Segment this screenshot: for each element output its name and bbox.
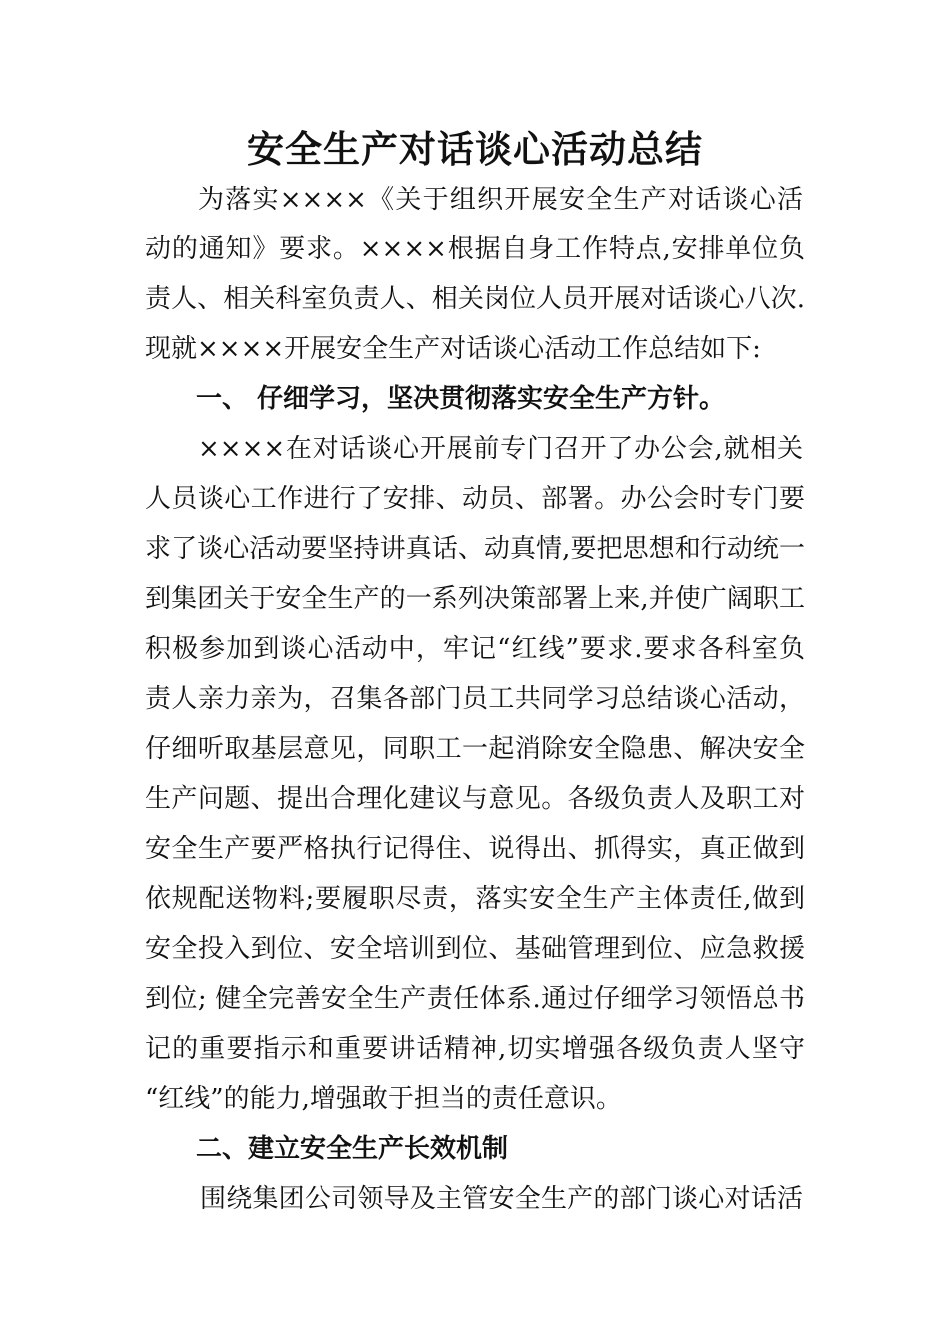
body-line: 依规配送物料;要履职尽责，落实安全生产主体责任,做到 [145,884,805,914]
intro-line: 为落实××××《关于组织开展安全生产对话谈心活 [198,185,803,215]
section-heading: 二、建立安全生产长效机制 [196,1134,509,1164]
body-line: 记的重要指示和重要讲话精神,切实增强各级负责人坚守 [145,1034,805,1064]
body-line: 人员谈心工作进行了安排、动员、部署。办公会时专门要 [145,484,805,514]
document-title: 安全生产对话谈心活动总结 [247,127,703,171]
body-line: 到位; 健全完善安全生产责任体系.通过仔细学习领悟总书 [145,984,805,1014]
body-line: 安全生产要严格执行记得住、说得出、抓得实，真正做到 [145,834,805,864]
section-heading: 一、 仔细学习，坚决贯彻落实安全生产方针。 [196,384,726,414]
intro-line: 动的通知》要求。××××根据自身工作特点,安排单位负 [145,234,805,264]
body-line: “红线”的能力,增强敢于担当的责任意识。 [145,1084,622,1114]
body-line: 求了谈心活动要坚持讲真话、动真情,要把思想和行动统一 [145,534,805,564]
body-line: ××××在对话谈心开展前专门召开了办公会,就相关 [198,434,803,464]
body-line: 到集团关于安全生产的一系列决策部署上来,并使广阔职工 [145,584,805,614]
body-line: 生产问题、提出合理化建议与意见。各级负责人及职工对 [145,784,805,814]
body-line: 仔细听取基层意见，同职工一起消除安全隐患、解决安全 [145,734,805,764]
body-line: 围绕集团公司领导及主管安全生产的部门谈心对话活 [200,1184,803,1214]
body-line: 责人亲力亲为，召集各部门员工共同学习总结谈心活动， [145,684,805,714]
intro-line: 现就××××开展安全生产对话谈心活动工作总结如下: [145,334,761,364]
intro-line: 责人、相关科室负责人、相关岗位人员开展对话谈心八次. [145,284,805,314]
body-line: 积极参加到谈心活动中，牢记“红线”要求.要求各科室负 [145,634,805,664]
body-line: 安全投入到位、安全培训到位、基础管理到位、应急救援 [145,934,805,964]
